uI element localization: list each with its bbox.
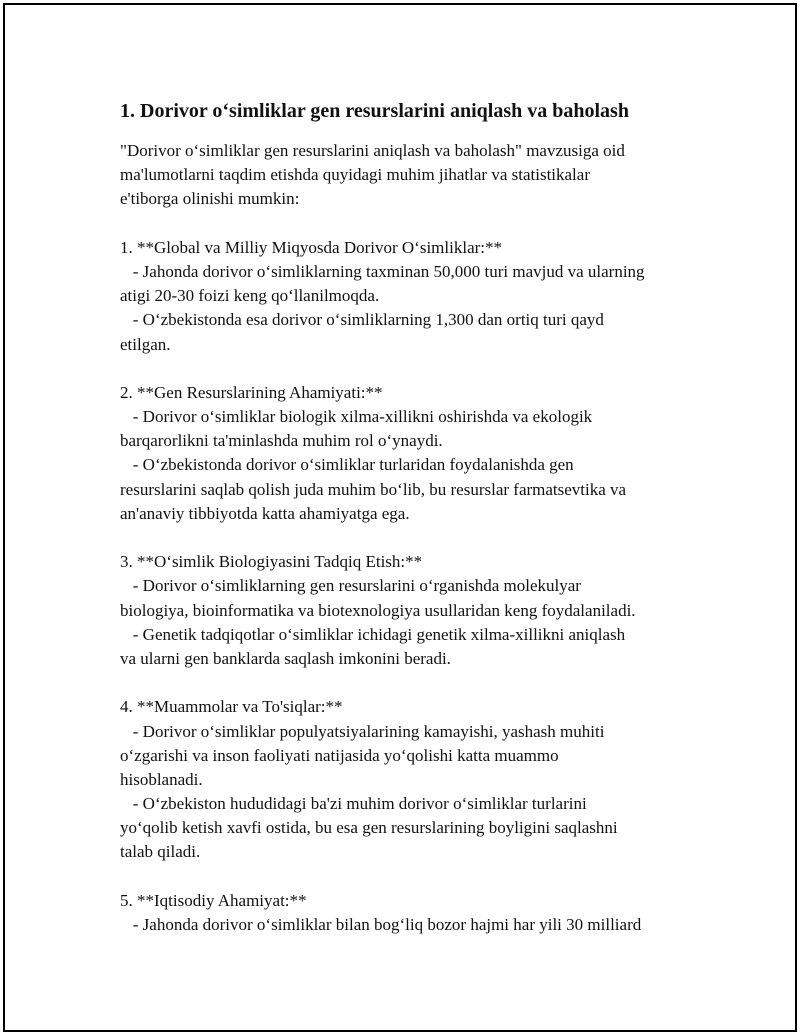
section-4 (120, 695, 710, 864)
text-line: talab qiladi. (120, 842, 201, 862)
text-line: resurslarini saqlab qolish juda muhim bo‘lib, bu resurslar farmatsevtika va (120, 479, 627, 499)
text-line: - Dorivor o‘simliklar populyatsiyalarining kamayishi, yashash muhiti (120, 721, 605, 741)
section-3 (120, 550, 710, 671)
paragraph-gap (120, 671, 710, 695)
text-line: barqarorlikni ta'minlashda muhim rol o‘ynaydi. (120, 431, 443, 451)
paragraph-gap (120, 526, 710, 550)
text-line: "Dorivor o‘simliklar gen resurslarini aniqlash va baholash" mavzusiga oid (120, 141, 625, 160)
text-line: - O‘zbekistonda esa dorivor o‘simliklarning 1,300 dan ortiq turi qayd (120, 310, 604, 330)
text-line: etilgan. (120, 334, 171, 354)
paragraph-gap (120, 357, 710, 381)
section-heading: 1. **Global va Milliy Miqyosda Dorivor O‘simliklar:** (120, 237, 502, 257)
paragraph-gap (120, 865, 710, 889)
section-5 (120, 889, 710, 937)
text-line: - O‘zbekistonda dorivor o‘simliklar turlaridan foydalanishda gen (120, 455, 574, 475)
section-heading: 3. **O‘simlik Biologiyasini Tadqiq Etish:** (120, 552, 423, 572)
section-1 (120, 236, 710, 357)
document-body (120, 97, 710, 937)
text-line: an'anaviy tibbiyotda katta ahamiyatga ega. (120, 503, 410, 523)
section-heading: 2. **Gen Resurslarining Ahamiyati:** (120, 382, 383, 402)
document-page (3, 3, 797, 1032)
text-line: - Jahonda dorivor o‘simliklarning taxminan 50,000 turi mavjud va ularning (120, 261, 645, 281)
paragraph-gap (120, 212, 710, 236)
text-line: - Jahonda dorivor o‘simliklar bilan bog‘liq bozor hajmi har yili 30 milliard (120, 915, 642, 934)
text-line: o‘zgarishi va inson faoliyati natijasida yo‘qolishi katta muammo (120, 745, 559, 765)
section-heading: 4. **Muammolar va To'siqlar:** (120, 697, 343, 717)
section-heading: 5. **Iqtisodiy Ahamiyat:** (120, 890, 307, 910)
intro-paragraph (120, 139, 710, 212)
text-line: - Dorivor o‘simliklar biologik xilma-xillikni oshirishda va ekologik (120, 407, 593, 427)
section-2 (120, 381, 710, 526)
text-line: e'tiborga olinishi mumkin: (120, 189, 300, 209)
text-line: va ularni gen banklarda saqlash imkonini beradi. (120, 648, 451, 668)
text-line: - Genetik tadqiqotlar o‘simliklar ichidagi genetik xilma-xillikni aniqlash (120, 624, 626, 644)
text-line: yo‘qolib ketish xavfi ostida, bu esa gen resurslarining boyligini saqlashni (120, 818, 618, 838)
text-line: atigi 20-30 foizi keng qo‘llanilmoqda. (120, 286, 380, 306)
document-title: 1. Dorivor o‘simliklar gen resurslarini aniqlash va baholash (120, 100, 629, 122)
text-line: - Dorivor o‘simliklarning gen resurslarini o‘rganishda molekulyar (120, 576, 581, 596)
text-line: ma'lumotlarni taqdim etishda quyidagi muhim jihatlar va statistikalar (120, 165, 590, 185)
text-line: - O‘zbekiston hududidagi ba'zi muhim dorivor o‘simliklar turlarini (120, 794, 587, 814)
text-line: biologiya, bioinformatika va biotexnologiya usullaridan keng foydalaniladi. (120, 600, 636, 620)
text-line: hisoblanadi. (120, 769, 203, 789)
